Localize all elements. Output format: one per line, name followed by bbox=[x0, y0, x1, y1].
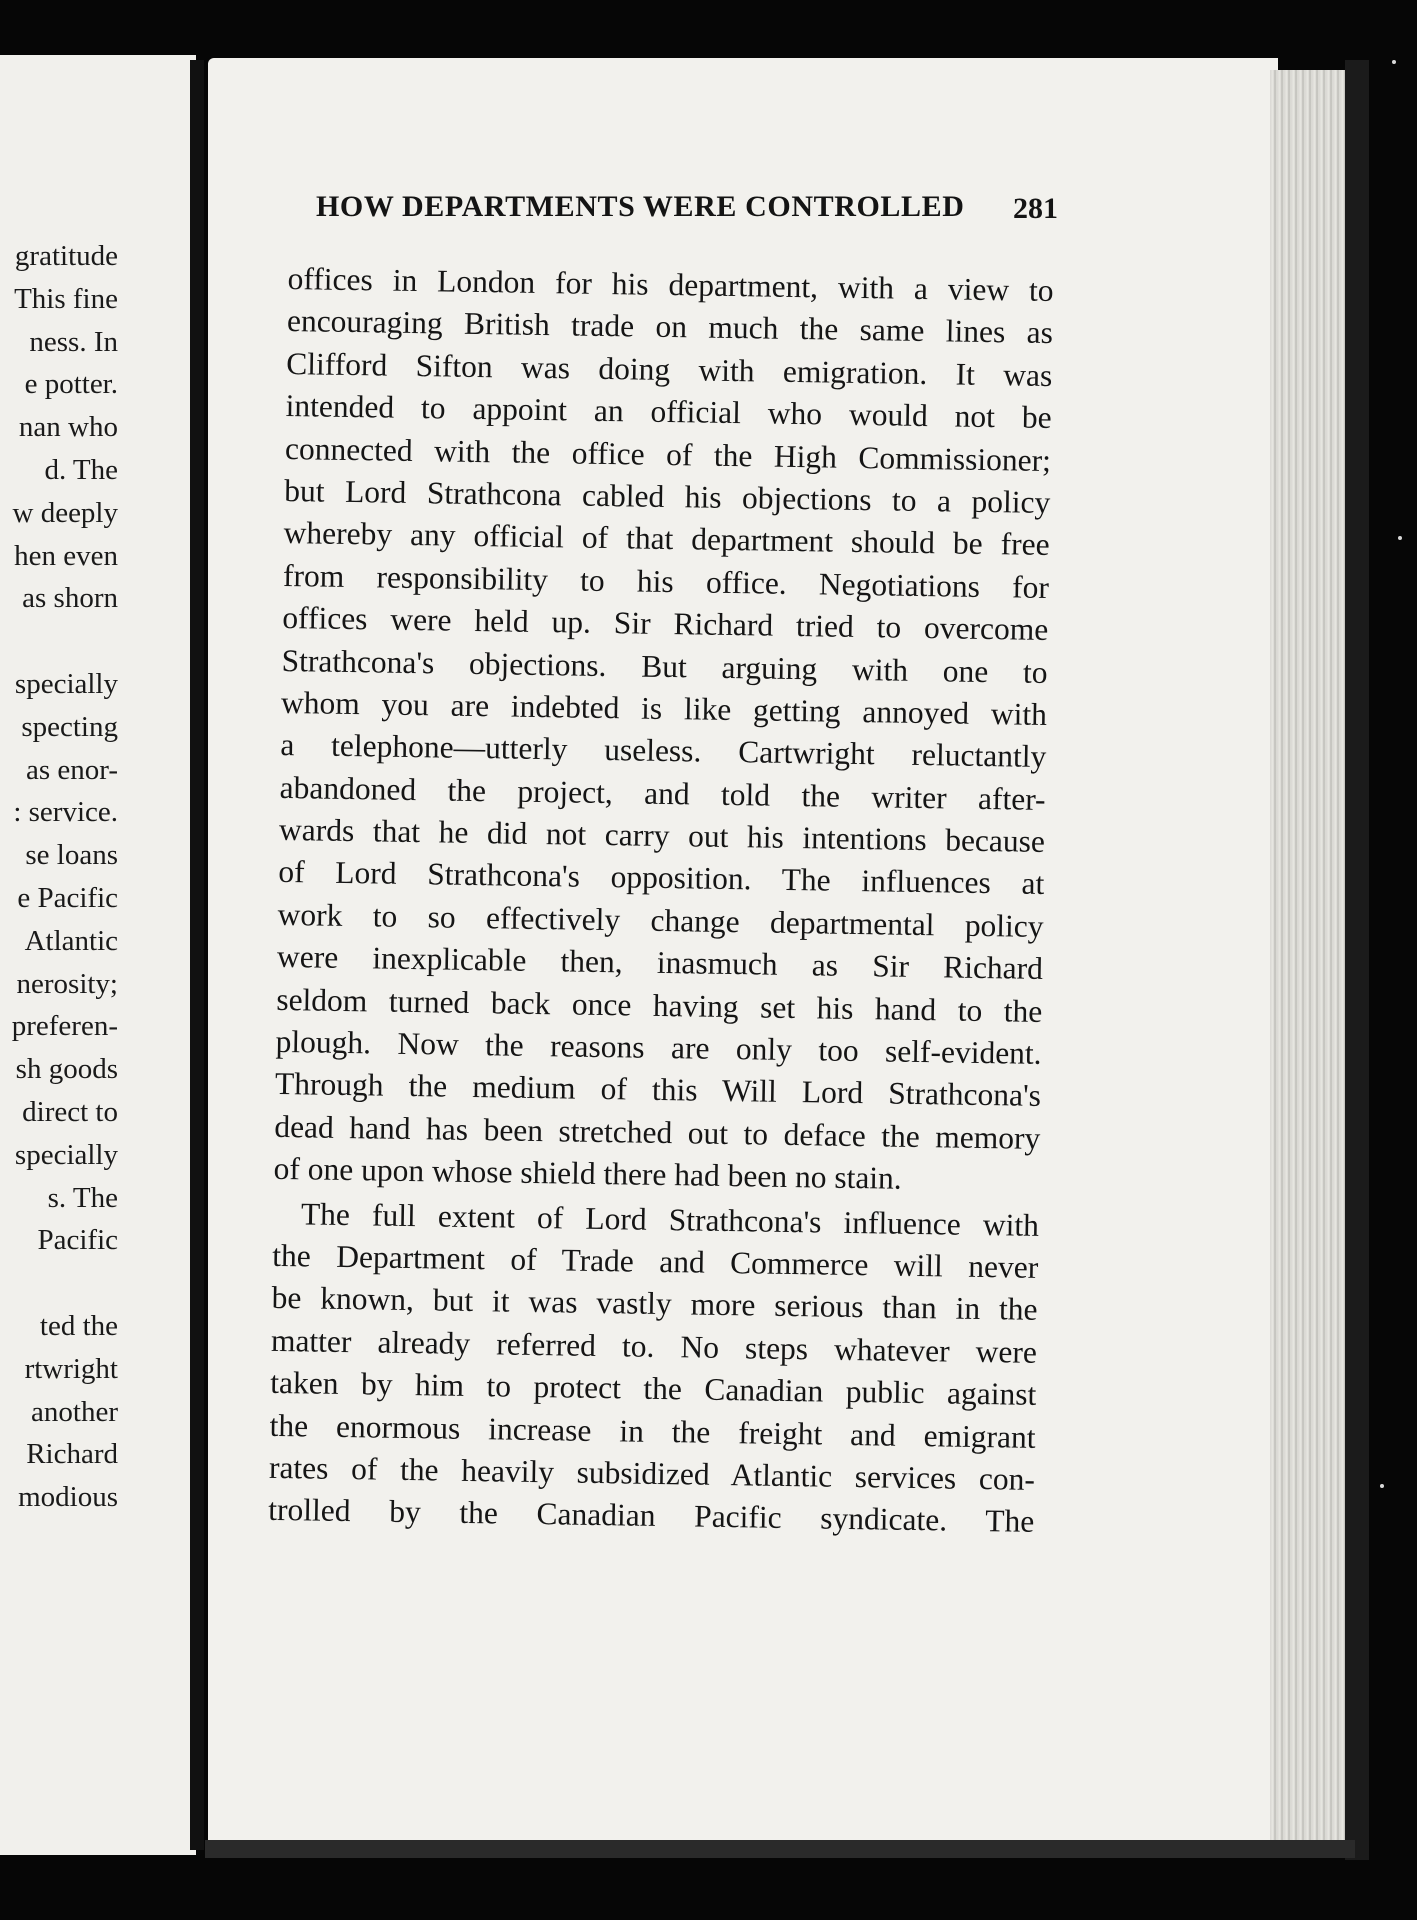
page-number: 281 bbox=[1013, 192, 1058, 225]
left-page-line: Atlantic bbox=[24, 924, 118, 957]
left-page-line: specially bbox=[14, 667, 118, 700]
left-page-line: : service. bbox=[13, 796, 118, 829]
page-bottom-edge bbox=[205, 1840, 1355, 1858]
left-page-line: specting bbox=[21, 710, 118, 743]
text-line: from responsibility to his office. Negotiations for bbox=[282, 557, 1050, 605]
left-page-line: as shorn bbox=[22, 582, 118, 615]
scan-speck bbox=[1392, 60, 1396, 64]
text-line: the enormous increase in the freight and emigrant bbox=[269, 1407, 1036, 1455]
left-page-line: specially bbox=[14, 1138, 118, 1171]
text-line: whereby any official of that department should be free bbox=[283, 515, 1050, 563]
text-line: offices in London for his department, with a view to bbox=[287, 260, 1054, 309]
text-line: Strathcona's objections. But arguing with one to bbox=[281, 642, 1048, 690]
left-page-text bbox=[0, 235, 118, 1519]
text-line: were inexplicable then, inasmuch as Sir Richard bbox=[276, 939, 1044, 987]
text-line: The full extent of Lord Strathcona's influence with bbox=[300, 1195, 1040, 1243]
text-line: rates of the heavily subsidized Atlantic services con- bbox=[268, 1449, 1036, 1497]
left-page-line: d. The bbox=[44, 453, 118, 486]
text-line: encouraging British trade on much the same lines as bbox=[286, 303, 1054, 351]
text-line: of Lord Strathcona's opposition. The influences at bbox=[278, 854, 1045, 902]
text-line: of one upon whose shield there had been no stain. bbox=[273, 1151, 902, 1196]
left-page-line: sh goods bbox=[15, 1053, 118, 1086]
left-page-line: direct to bbox=[22, 1095, 118, 1128]
text-line: a telephone—utterly useless. Cartwright reluctantly bbox=[280, 727, 1047, 775]
text-line: plough. Now the reasons are only too self-evident. bbox=[275, 1023, 1042, 1071]
text-line: intended to appoint an official who would not be bbox=[285, 388, 1052, 436]
left-page-line: as enor- bbox=[25, 753, 118, 786]
left-page-line: ness. In bbox=[29, 325, 118, 358]
text-line: whom you are indebted is like getting annoyed with bbox=[280, 684, 1048, 732]
page-edge-shadow bbox=[1345, 60, 1369, 1860]
text-line: dead hand has been stretched out to deface the memory bbox=[274, 1108, 1041, 1156]
left-page-line: se loans bbox=[25, 839, 118, 872]
left-page-line: ted the bbox=[39, 1309, 118, 1342]
scan-speck bbox=[1398, 536, 1402, 540]
running-head bbox=[316, 190, 1060, 234]
book-gutter bbox=[190, 60, 204, 1850]
text-line: offices were held up. Sir Richard tried to overcome bbox=[282, 600, 1049, 648]
left-page-line: another bbox=[31, 1395, 118, 1428]
text-line: taken by him to protect the Canadian public against bbox=[270, 1365, 1037, 1413]
left-page-line: modious bbox=[18, 1481, 118, 1514]
text-line: Clifford Sifton was doing with emigration. It was bbox=[286, 345, 1053, 393]
text-line: connected with the office of the High Commissioner; bbox=[284, 430, 1052, 478]
text-line: Through the medium of this Will Lord Strathcona's bbox=[274, 1066, 1042, 1114]
left-page-line: w deeply bbox=[12, 496, 118, 529]
left-page-line: s. The bbox=[47, 1181, 118, 1214]
text-line: wards that he did not carry out his intentions because bbox=[278, 812, 1046, 860]
text-line: trolled by the Canadian Pacific syndicate. The bbox=[268, 1492, 1035, 1540]
left-page-line bbox=[0, 620, 118, 663]
left-page-line: gratitude bbox=[14, 240, 118, 272]
text-line: be known, but it was vastly more serious than in the bbox=[271, 1280, 1038, 1328]
left-page-line: e potter. bbox=[24, 368, 118, 401]
text-line: the Department of Trade and Commerce will never bbox=[272, 1237, 1039, 1285]
left-page-line: nan who bbox=[18, 411, 118, 444]
body-text bbox=[268, 258, 1054, 1544]
text-line: but Lord Strathcona cabled his objections to a policy bbox=[284, 472, 1051, 520]
text-line: seldom turned back once having set his hand to the bbox=[276, 981, 1043, 1029]
left-page-line: Richard bbox=[26, 1438, 118, 1471]
left-page-line: nerosity; bbox=[16, 967, 118, 1000]
left-page-line bbox=[0, 1262, 118, 1305]
text-line: work to so effectively change departmental policy bbox=[277, 896, 1044, 944]
running-title: HOW DEPARTMENTS WERE CONTROLLED bbox=[316, 190, 965, 223]
left-page-line: This fine bbox=[14, 282, 118, 315]
left-page-line: rtwright bbox=[24, 1352, 118, 1385]
page-edges bbox=[1270, 70, 1350, 1855]
text-line: matter already referred to. No steps whatever were bbox=[270, 1322, 1038, 1370]
left-page-line: hen even bbox=[14, 539, 118, 572]
left-page bbox=[0, 55, 196, 1855]
text-line: abandoned the project, and told the writer after- bbox=[279, 769, 1046, 817]
left-page-line: e Pacific bbox=[17, 881, 118, 914]
left-page-line: Pacific bbox=[37, 1224, 118, 1257]
left-page-line: preferen- bbox=[11, 1010, 118, 1043]
scan-speck bbox=[1380, 1484, 1384, 1488]
